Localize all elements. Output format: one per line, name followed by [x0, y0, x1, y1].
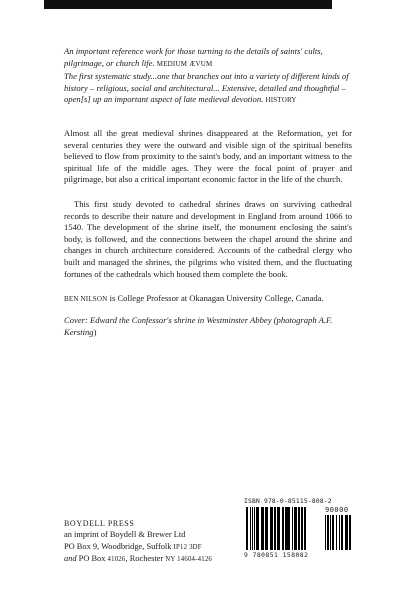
publisher-block — [64, 518, 212, 566]
review-text: The first systematic study...one that branches out into a variety of different kinds of history – religious, social and architectural... Extensive, detailed and thoughtful – open[s] up an important aspect of late medieval devotion. — [64, 71, 349, 105]
photographer: A.F. Kersting — [64, 315, 333, 337]
publisher-address-uk: PO Box 9, Woodbridge, Suffolk — [64, 541, 174, 551]
price-code: 90000 — [325, 506, 349, 514]
barcode-bars-main — [246, 507, 322, 550]
publisher-postcode: IP12 3DF — [173, 543, 202, 551]
publisher-name: BOYDELL PRESS — [64, 519, 135, 528]
author-name: BEN NILSON — [64, 295, 108, 303]
cover-close: ) — [93, 326, 97, 337]
review-text: An important reference work for those turning to the details of saints' cults, pilgrimage, or church life. — [64, 46, 323, 68]
top-edge-block — [44, 0, 332, 9]
top-edge-bar — [0, 0, 400, 14]
barcode-bars-addon — [325, 515, 353, 550]
author-bio-text: is College Professor at Okanagan University College, Canada. — [107, 293, 324, 303]
publisher-line-1: an imprint of Boydell & Brewer Ltd — [64, 530, 186, 540]
publisher-pobox-label: PO Box — [76, 554, 108, 564]
description-paragraph-1: Almost all the great medieval shrines disappeared at the Reformation, yet for several centuries they were the outward and visible sign of the spiritual benefits believed to flow from proximity to the saint's body, and an important witness to the spiritual life of the middle ages. They were the focal point of prayer and pilgrimage, but also a critical important economic factor in the life of the church. — [64, 128, 352, 185]
cover-text: Cover: Edward the Confessor's shrine in Westminster Abbey (photograph — [64, 315, 319, 325]
review-source: HISTORY — [265, 96, 297, 105]
publisher-and: and — [64, 554, 77, 564]
ean-digits: 9 780851 158082 — [244, 552, 309, 559]
isbn-text: ISBN 978-0-85115-808-2 — [244, 498, 332, 505]
publisher-line-3 — [64, 553, 212, 565]
publisher-pobox-number: 41026 — [107, 556, 126, 564]
publisher-line-2 — [64, 541, 212, 553]
review-quote-2 — [64, 71, 354, 107]
review-quote-1 — [64, 46, 354, 70]
description-paragraph-2: This first study devoted to cathedral shrines draws on surviving cathedral records to describe their nature and development in England from around 1066 to 1540. The development of the shrine itself, the monument enclosing the saint's body, is followed, and the connections between the chapel around the shrine and changes in church architecture considered. Accounts of the cathedral clergy who built and managed the shrines, the pilgrims who visited them, and the fluctuating fortunes of the cathedrals which housed them complete the book. — [64, 199, 352, 279]
author-bio — [64, 293, 352, 306]
barcode-bar — [305, 507, 306, 550]
publisher-state-zip: NY 14604-4126 — [165, 556, 213, 564]
isbn-barcode — [244, 498, 354, 566]
review-source: MEDIUM ÆVUM — [156, 59, 213, 68]
cover-credit — [64, 315, 354, 338]
publisher-city: , Rochester — [125, 554, 166, 564]
barcode-bar — [349, 515, 351, 550]
